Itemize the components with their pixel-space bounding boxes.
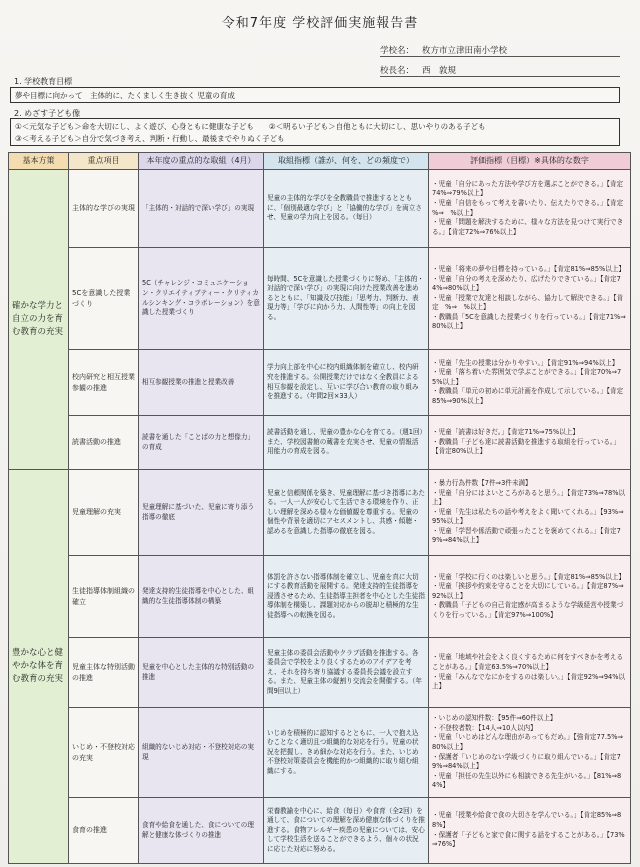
indicator-cell: 毎時間、5Cを意識した授業づくりに努め、「主体的・対話的で深い学び」の実現に向けた授業改善を進めるとともに、「知識及び技能」「思考力、判断力、表現力等」「学びに向かう力、人間性等」の向上を図る。 bbox=[264, 248, 429, 350]
focus-cell: 主体的な学びの実現 bbox=[69, 170, 139, 248]
initiative-cell: 食育や給食を通した、食についての理解と健康な体づくりの推進 bbox=[139, 798, 264, 864]
school-name: 枚方市立津田南小学校 bbox=[422, 46, 508, 56]
evaluation-cell: ・児童「地域や社会をよく良くするために何をすべきかを考えることがある。」【肯定63.5%⇒70%以上】 ・児童「みんなでなにかをするのは楽しい。」【肯定92%⇒94%以上】 bbox=[432, 653, 626, 691]
education-goal-box bbox=[10, 87, 620, 103]
ideal-child-line-2: ③＜考える子ども＞自分で気づき考え、判断・行動し、最後までやりぬく子ども bbox=[15, 134, 285, 143]
evaluation-cell: ・児童「先生の授業は分かりやすい。」【肯定91%⇒94%以上】 ・児童「落ち着いた雰囲気で学ぶことができる。」【肯定70%⇒75%以上】 ・教職員「単元の初めに単元計画を作成して示している。」【肯定85%⇒90%以上】 bbox=[432, 358, 624, 405]
table-row bbox=[9, 170, 631, 248]
evaluation-table bbox=[8, 152, 631, 864]
table-row bbox=[9, 350, 631, 416]
education-goal-text: 夢や目標に向かって 主体的に、たくましく生き抜く 児童の育成 bbox=[15, 91, 235, 100]
school-name-underline bbox=[380, 56, 620, 57]
initiative-cell: 「主体的・対話的で深い学び」の実現 bbox=[139, 170, 264, 248]
principal-name: 西 敦規 bbox=[422, 66, 457, 76]
policy-cell: 豊かな心と健やかな体を育む教育の充実 bbox=[9, 470, 69, 864]
indicator-cell: 栄養教諭を中心に、給食（毎日）や食育（全2回）を通して、食についての理解を深め健康な体づくりを推進する。食物アレルギー疾患の児童については、安心して学校生活を送ることができるよう、個々の状況に応じた対応に努める。 bbox=[264, 798, 429, 864]
initiative-cell: 発達支持的生徒指導を中心とした、組織的な生徒指導体制の構築 bbox=[139, 556, 264, 638]
evaluation-cell: ・児童「将来の夢や目標を持っている。」【肯定81%⇒85%以上】 ・児童「自分の考えを深めたり、広げたりできている。」【肯定74%⇒80%以上】 ・児童「授業で友達と相談しながら、協力して解決できる。」【肯定 %⇒ %以上】 ・教職員「5Cを意識した授業づくりを行っている。」【肯定71%⇒80%以上】 bbox=[432, 265, 626, 331]
policy-cell: 確かな学力と自立の力を育む教育の充実 bbox=[9, 170, 69, 470]
principal-row bbox=[380, 64, 456, 76]
table-row bbox=[9, 416, 631, 470]
initiative-cell: 5C（チャレンジ・コミュニケーション・クリエイティブティー・クリティカルシンキング・コラボレーション）を意識した授業づくり bbox=[139, 248, 264, 350]
indicator-cell: 読書活動を通し、児童の豊かな心を育てる。（週1回）また、学校図書館の蔵書を充実させ、児童の情報活用能力の育成を図る。 bbox=[264, 416, 429, 470]
evaluation-cell: ・いじめの認知件数：【95件⇒60件以上】 ・不登校者数：【14人⇒10人以内】 ・児童「いじめはどんな理由があってもだめ。」【強肯定77.5%⇒80%以上】 ・保護者「いじめのない学級づくりに取り組んでいる。」【肯定79%⇒84%以上】 ・児童「担任の先生以外にも相談できる先生がいる。」【81%⇒84%】 bbox=[432, 714, 623, 790]
table-row bbox=[9, 638, 631, 708]
focus-cell: 読書活動の推進 bbox=[69, 416, 139, 470]
focus-cell: 生徒指導体制組織の確立 bbox=[69, 556, 139, 638]
principal-underline bbox=[380, 76, 620, 77]
evaluation-cell: ・児童「授業や給食で食の大切さを学んでいる。」【肯定85%⇒88%】 ・保護者「子どもと家で食に関する話をすることがある。」【73%⇒76%】 bbox=[432, 811, 625, 849]
focus-cell: 食育の推進 bbox=[69, 798, 139, 864]
evaluation-cell: ・児童「読書は好きだ。」【肯定71%⇒75%以上】 ・教職員「子ども達に読書活動を推進する取組を行っている。」【肯定80%以上】 bbox=[432, 428, 620, 456]
focus-cell: いじめ・不登校対応の充実 bbox=[69, 708, 139, 798]
table-row bbox=[9, 708, 631, 798]
table-row bbox=[9, 470, 631, 556]
evaluation-cell: ・児童「自分にあった方法や学び方を選ぶことができる。」【肯定74%⇒79%以上】 ・児童「自信をもって考えを書いたり、伝えたりできる。」【肯定 %⇒ %以上】 ・児童「問題を解決するために、様々な方法を見つけて実行できる。」【肯定72%⇒76%以上】 bbox=[432, 179, 624, 236]
principal-label: 校長名： bbox=[380, 66, 415, 76]
initiative-cell: 相互参観授業の推進と授業改善 bbox=[139, 350, 264, 416]
evaluation-cell: ・暴力行為件数【7件⇒3件未満】 ・児童「自分にはよいところがあると思う。」【肯定73%⇒78%以上】 ・児童「先生は私たちの話や考えをよく聞いてくれる。」【93%⇒95%以上】 ・児童「学習や係活動で頑張ったことを褒めてくれる。」【肯定79%⇒84%以上】 bbox=[432, 479, 626, 545]
header-focus: 重点項目 bbox=[69, 153, 139, 170]
indicator-cell: 児童と信頼関係を築き、児童理解に基づき指導にあたる。一人一人が安心して生活できる環境を作り、正しい理解を深める様々な価値観を尊重する。児童の個性や背景を適切にアセスメントし、共感・傾聴・認めるを意識した指導の徹底を図る。 bbox=[264, 470, 429, 556]
initiative-cell: 児童理解に基づいた、児童に寄り添う指導の徹底 bbox=[139, 470, 264, 556]
school-label: 学校名： bbox=[380, 46, 415, 56]
focus-cell: 校内研究と相互授業参観の推進 bbox=[69, 350, 139, 416]
focus-cell: 児童理解の充実 bbox=[69, 470, 139, 556]
indicator-cell: いじめを積極的に認知するとともに、一人で抱え込むことなく適切且つ組織的な対応を行う。児童の状況を把握し、きめ細かな対応を行う。また、いじめ不登校対策委員会を機能的かつ組織的に取り組む組織にする。 bbox=[264, 708, 429, 798]
ideal-child-line-1: ①＜元気な子ども＞命を大切にし、よく遊び、心身ともに健康な子ども ②＜明るい子ども＞自他ともに大切にし、思いやりのある子ども bbox=[15, 122, 486, 131]
table-header-row bbox=[9, 153, 631, 170]
section1-label: 1. 学校教育目標 bbox=[14, 77, 73, 86]
table-row bbox=[9, 798, 631, 864]
table-row bbox=[9, 248, 631, 350]
evaluation-cell: ・児童「学校に行くのは楽しいと思う。」【肯定81%⇒85%以上】 ・児童「挨拶や約束を守ることを大切にしている。」【肯定87%⇒92%以上】 ・教職員「子どもの自己肯定感が高まるような学級経営や授業づくりを行っている。」【肯定97%⇒100%】 bbox=[432, 572, 626, 619]
indicator-cell: 児童の主体的な学びを全教職員で推進するとともに、「個別最適な学び」と「協働的な学び」を両立させ、児童の学力向上を図る。（毎日） bbox=[264, 170, 429, 248]
initiative-cell: 組織的ないじめ対応・不登校対応の実現 bbox=[139, 708, 264, 798]
header-indicator: 取組指標（誰が、何を、どの頻度で） bbox=[264, 153, 429, 170]
indicator-cell: 児童主体の委員会活動やクラブ活動を推進する。各委員会で学校をより良くするためのアイデアを考え、それを持ち寄り協議する委員長会議を設立する。また、児童主体の縦割り交流会を開催する。（年間9回以上） bbox=[264, 638, 429, 708]
focus-cell: 5Cを意識した授業づくり bbox=[69, 248, 139, 350]
indicator-cell: 体罰を許さない指導体制を確立し、児童を真に大切にする教育活動を展開する。発達支持的生徒指導を浸透させるため、生徒指導主担者を中心とした生徒指導体制を構築し、課題対応からの脱却と積極的な生徒指導への転換を図る。 bbox=[264, 556, 429, 638]
school-name-row bbox=[380, 44, 507, 56]
header-initiative: 本年度の重点的な取組（4月） bbox=[139, 153, 264, 170]
ideal-child-box bbox=[10, 118, 620, 146]
initiative-cell: 児童を中心とした主体的な特別活動の推進 bbox=[139, 638, 264, 708]
initiative-cell: 読書を通した「ことばの力と想像力」の育成 bbox=[139, 416, 264, 470]
header-evaluation: 評価指標（目標）※具体的な数字 bbox=[429, 153, 631, 170]
table-row bbox=[9, 556, 631, 638]
section2-label: 2. めざす子ども像 bbox=[14, 109, 81, 118]
focus-cell: 児童主体な特別活動の推進 bbox=[69, 638, 139, 708]
page-title: 令和7年度 学校評価実施報告書 bbox=[221, 16, 419, 31]
indicator-cell: 学力向上部を中心に校内組織体制を確立し、校内研究を推進する。公開授業だけではなく全教員による相互参観を設定し、互いに学び合い教育の取り組みを推進する。（年間2回×33人） bbox=[264, 350, 429, 416]
header-policy: 基本方策 bbox=[9, 153, 69, 170]
